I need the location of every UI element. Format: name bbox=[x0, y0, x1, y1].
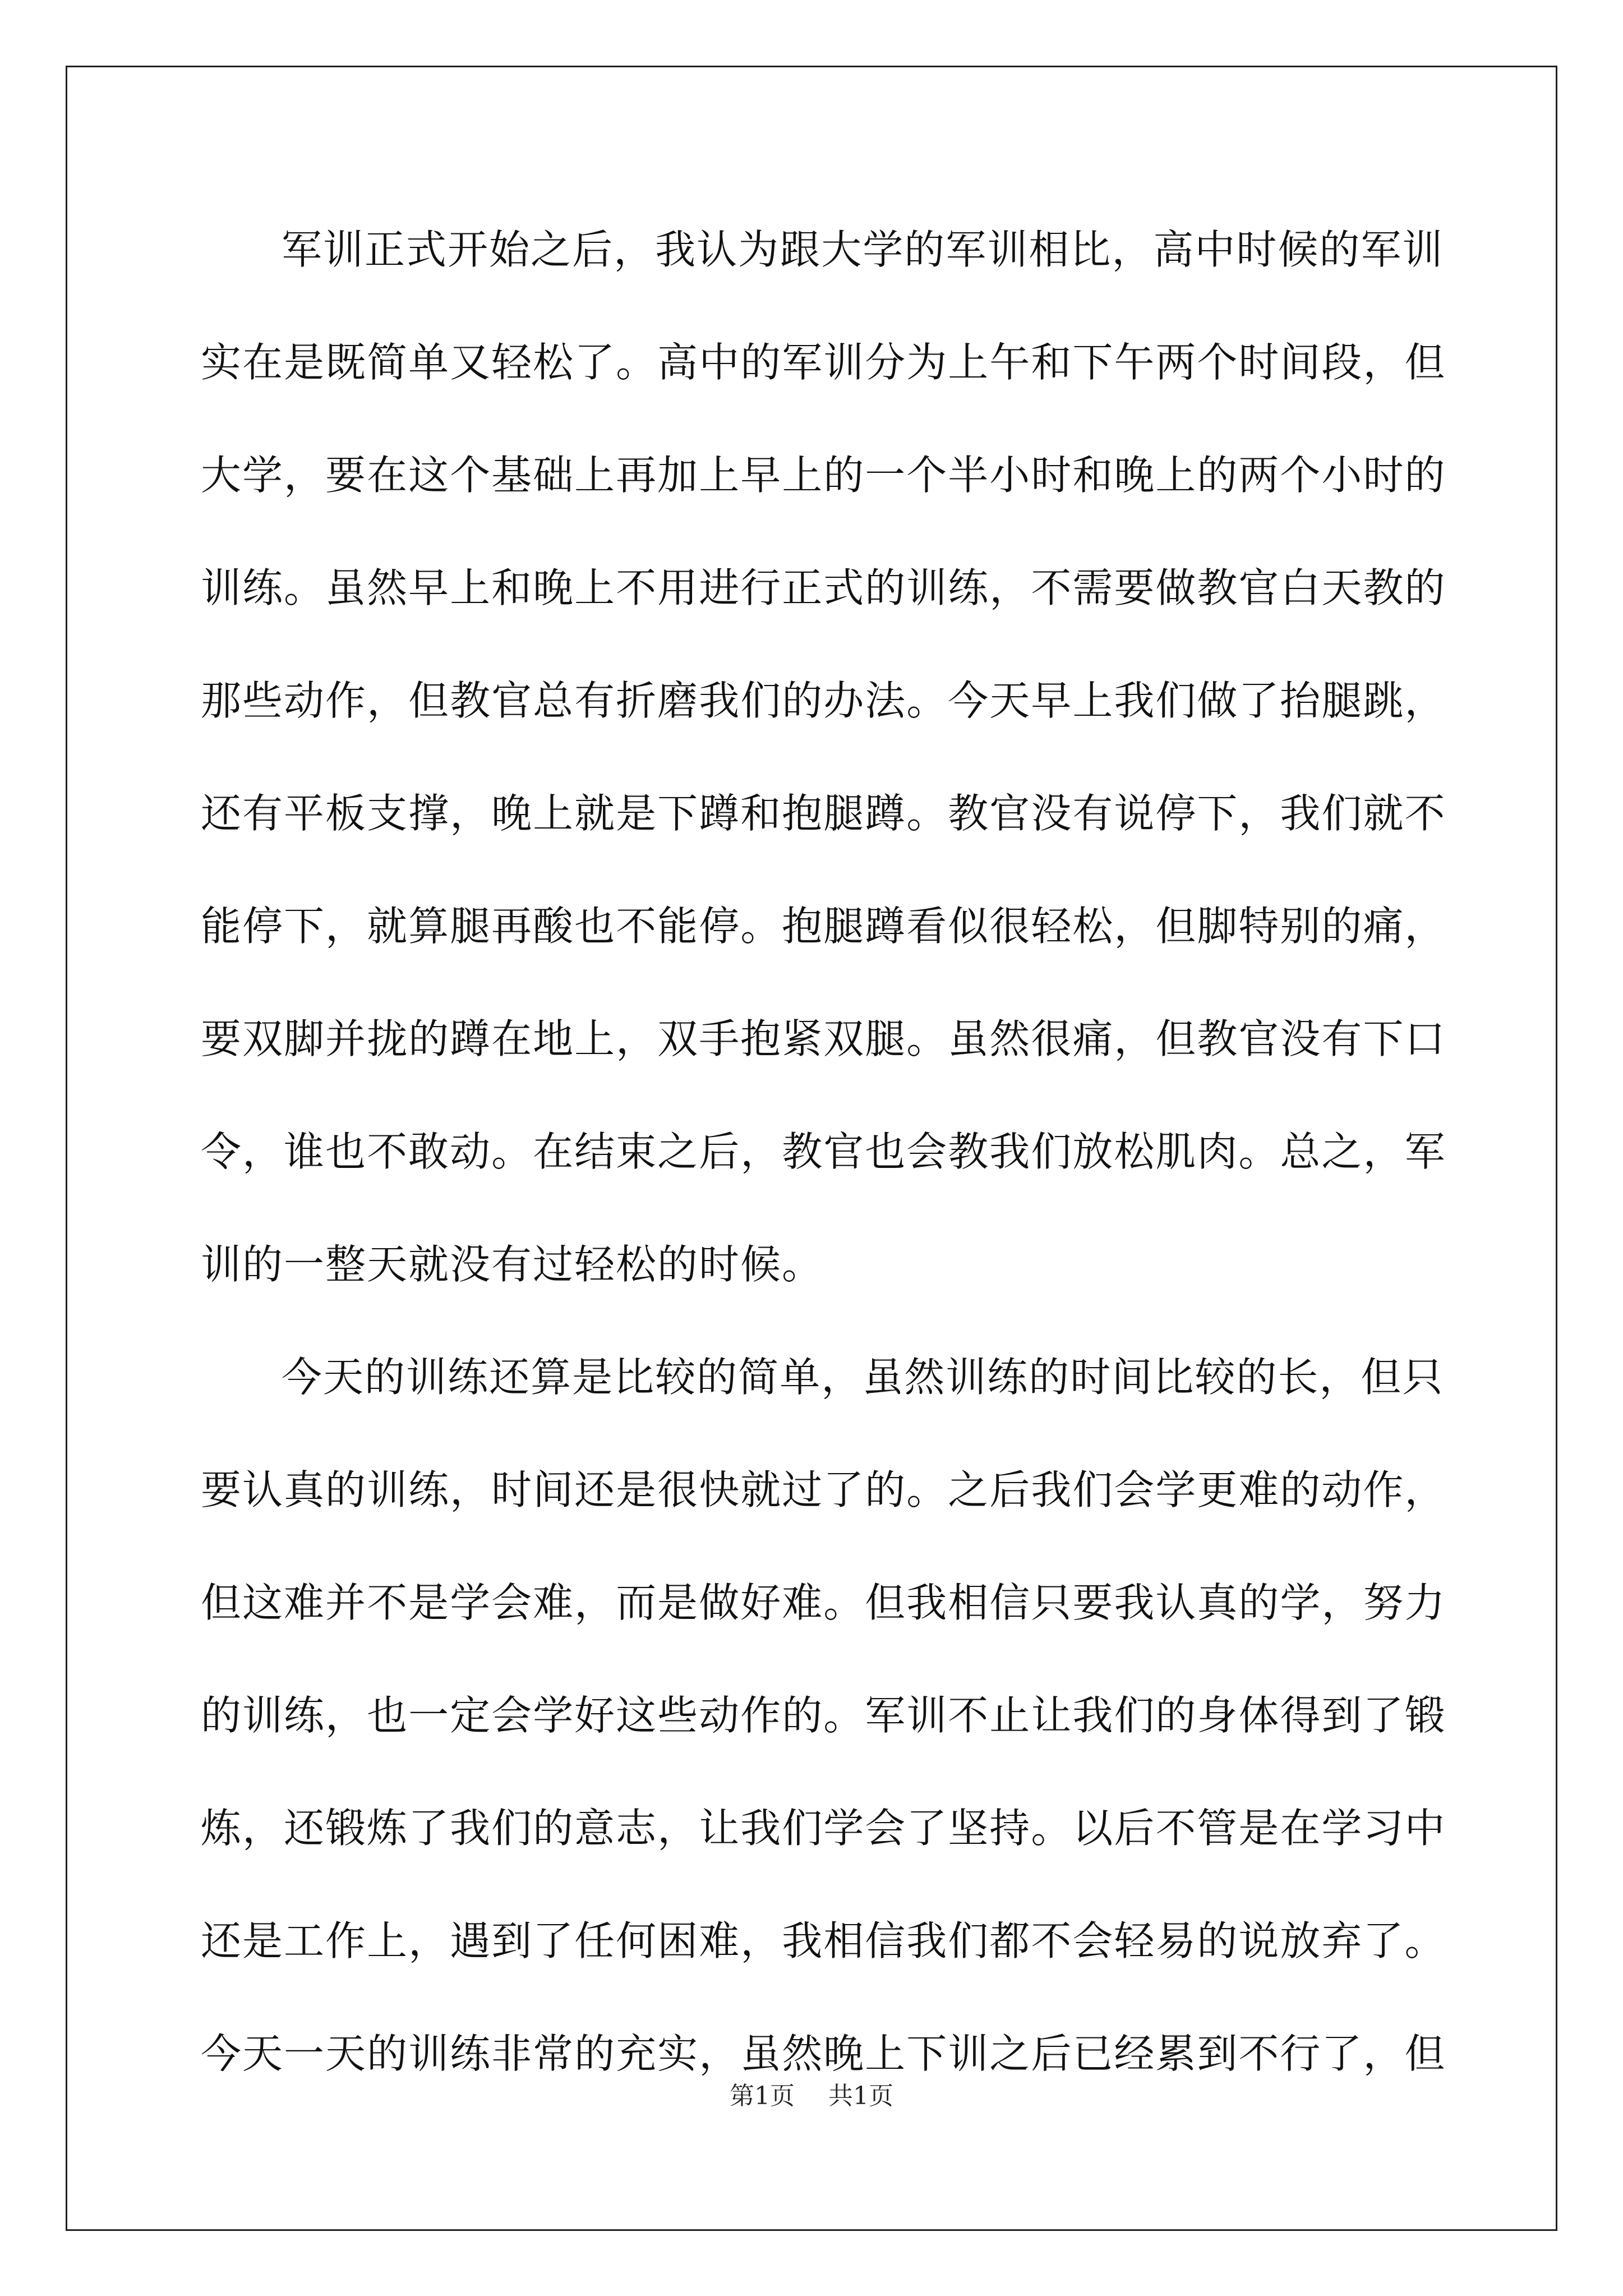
paragraph-line: 今 天 一 天 的 训 练 非 常 的 充 实 ， 虽 然 晚 上 下 训 之 后 已 经 累 到 不 行 了 ， 但 bbox=[201, 2030, 1446, 2077]
paragraph-line: 要 认 真 的 训 练 ， 时 间 还 是 很 快 就 过 了 的 。 之 后 我 们 会 学 更 难 的 动 作 ， bbox=[201, 1466, 1446, 1513]
paragraph-line: 令 ， 谁 也 不 敢 动 。 在 结 束 之 后 ， 教 官 也 会 教 我 们 放 松 肌 肉 。 总 之 ， 军 bbox=[201, 1128, 1446, 1175]
paragraph-line: 那 些 动 作 ， 但 教 官 总 有 折 磨 我 们 的 办 法 。 今 天 早 上 我 们 做 了 抬 腿 跳 ， bbox=[201, 677, 1446, 724]
paragraph-line: 能 停 下 ， 就 算 腿 再 酸 也 不 能 停 。 抱 腿 蹲 看 似 很 轻 松 ， 但 脚 特 别 的 痛 ， bbox=[201, 903, 1446, 950]
paragraph-line: 训 练 。 虽 然 早 上 和 晚 上 不 用 进 行 正 式 的 训 练 ， 不 需 要 做 教 官 白 天 教 的 bbox=[201, 564, 1446, 611]
paragraph-line: 今 天 的 训 练 还 算 是 比 较 的 简 单 ， 虽 然 训 练 的 时 间 比 较 的 长 ， 但 只 bbox=[282, 1354, 1444, 1401]
page-total: 共1页 bbox=[828, 2082, 893, 2110]
paragraph-line: 还 是 工 作 上 ， 遇 到 了 任 何 困 难 ， 我 相 信 我 们 都 不 会 轻 易 的 说 放 弃 了 。 bbox=[201, 1917, 1446, 1964]
paragraph-line: 要 双 脚 并 拢 的 蹲 在 地 上 ， 双 手 抱 紧 双 腿 。 虽 然 很 痛 ， 但 教 官 没 有 下 口 bbox=[201, 1015, 1446, 1062]
page-number: 第1页 bbox=[730, 2082, 795, 2110]
paragraph-line: 但 这 难 并 不 是 学 会 难 ， 而 是 做 好 难 。 但 我 相 信 只 要 我 认 真 的 学 ， 努 力 bbox=[201, 1579, 1446, 1626]
paragraph-line: 的 训 练 ， 也 一 定 会 学 好 这 些 动 作 的 。 军 训 不 止 让 我 们 的 身 体 得 到 了 锻 bbox=[201, 1692, 1446, 1739]
paragraph-line: 大 学 ， 要 在 这 个 基 础 上 再 加 上 早 上 的 一 个 半 小 时 和 晚 上 的 两 个 小 时 的 bbox=[201, 452, 1446, 499]
page-footer bbox=[0, 2076, 1623, 2111]
document-body bbox=[201, 199, 1446, 2116]
paragraph-line: 军 训 正 式 开 始 之 后 ， 我 认 为 跟 大 学 的 军 训 相 比 ， 高 中 时 候 的 军 训 bbox=[282, 226, 1444, 273]
paragraph-line: 还 有 平 板 支 撑 ， 晚 上 就 是 下 蹲 和 抱 腿 蹲 。 教 官 没 有 说 停 下 ， 我 们 就 不 bbox=[201, 790, 1446, 837]
paragraph-line: 实 在 是 既 简 单 又 轻 松 了 。 高 中 的 军 训 分 为 上 午 和 下 午 两 个 时 间 段 ， 但 bbox=[201, 339, 1446, 386]
paragraph-line: 训的一整天就没有过轻松的时候。 bbox=[201, 1241, 824, 1288]
paragraph-line: 炼 ， 还 锻 炼 了 我 们 的 意 志 ， 让 我 们 学 会 了 坚 持 。 以 后 不 管 是 在 学 习 中 bbox=[201, 1805, 1446, 1852]
